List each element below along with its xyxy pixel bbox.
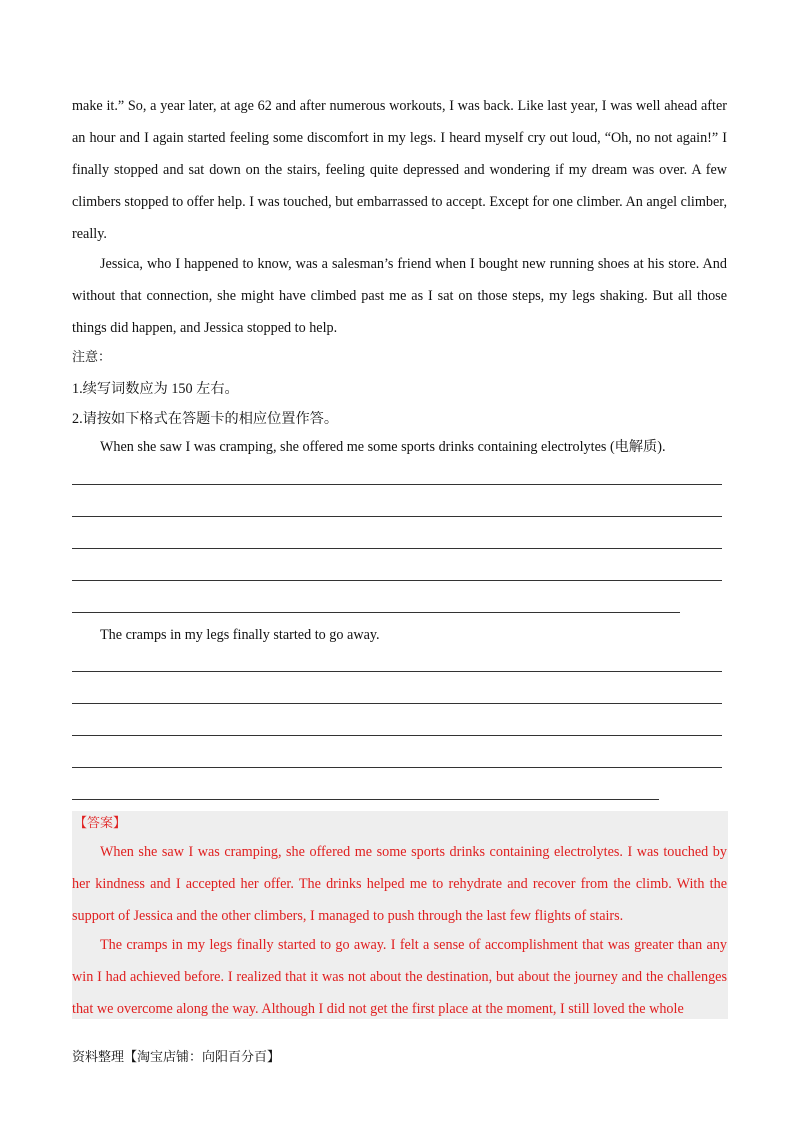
note-item-2: 2.请按如下格式在答题卡的相应位置作答。 — [72, 411, 339, 427]
passage-paragraph-2: Jessica, who I happened to know, was a salesman’s friend when I bought new running shoes at his store. And without that connection, she might have climbed past me as I sat on those steps, my legs shaking. But all those things did happen, and Jessica stopped to help. — [72, 256, 727, 336]
prompt-first: When she saw I was cramping, she offered me some sports drinks containing electrolytes (电解质). — [100, 439, 666, 455]
answer-paragraph-1: When she saw I was cramping, she offered me some sports drinks containing electrolytes. I was touched by her kindness and I accepted her offer. The drinks helped me to rehydrate and recover from the climb. With the support of Jessica and the other climbers, I managed to push through the last few flights of stairs. — [72, 844, 727, 924]
prompt-second: The cramps in my legs finally started to go away. — [100, 627, 380, 643]
writing-line — [72, 735, 722, 736]
writing-line — [72, 767, 722, 768]
note-item-1: 1.续写词数应为 150 左右。 — [72, 381, 239, 397]
writing-line — [72, 516, 722, 517]
writing-line — [72, 799, 659, 800]
footer-source: 资料整理【淘宝店铺：向阳百分百】 — [72, 1050, 281, 1065]
writing-line — [72, 612, 680, 613]
answer-label: 【答案】 — [74, 816, 127, 831]
writing-line — [72, 548, 722, 549]
answer-paragraph-2: The cramps in my legs finally started to go away. I felt a sense of accomplishment that was greater than any win I had achieved before. I realized that it was not about the destination, but about the journey and the challenges that we overcome along the way. Although I did not get the first place at the moment, I still loved the whole — [72, 937, 727, 1017]
writing-line — [72, 484, 722, 485]
writing-line — [72, 580, 722, 581]
notes-heading: 注意： — [72, 350, 112, 365]
writing-line — [72, 671, 722, 672]
writing-line — [72, 703, 722, 704]
passage-paragraph-1: make it.” So, a year later, at age 62 and after numerous workouts, I was back. Like last year, I was well ahead after an hour and I again started feeling some discomfort in my legs. I heard myself cry out loud, “Oh, no not again!” I finally stopped and sat down on the stairs, feeling quite depressed and wondering if my dream was over. A few climbers stopped to offer help. I was touched, but embarrassed to accept. Except for one climber. An angel climber, really. — [72, 98, 727, 242]
